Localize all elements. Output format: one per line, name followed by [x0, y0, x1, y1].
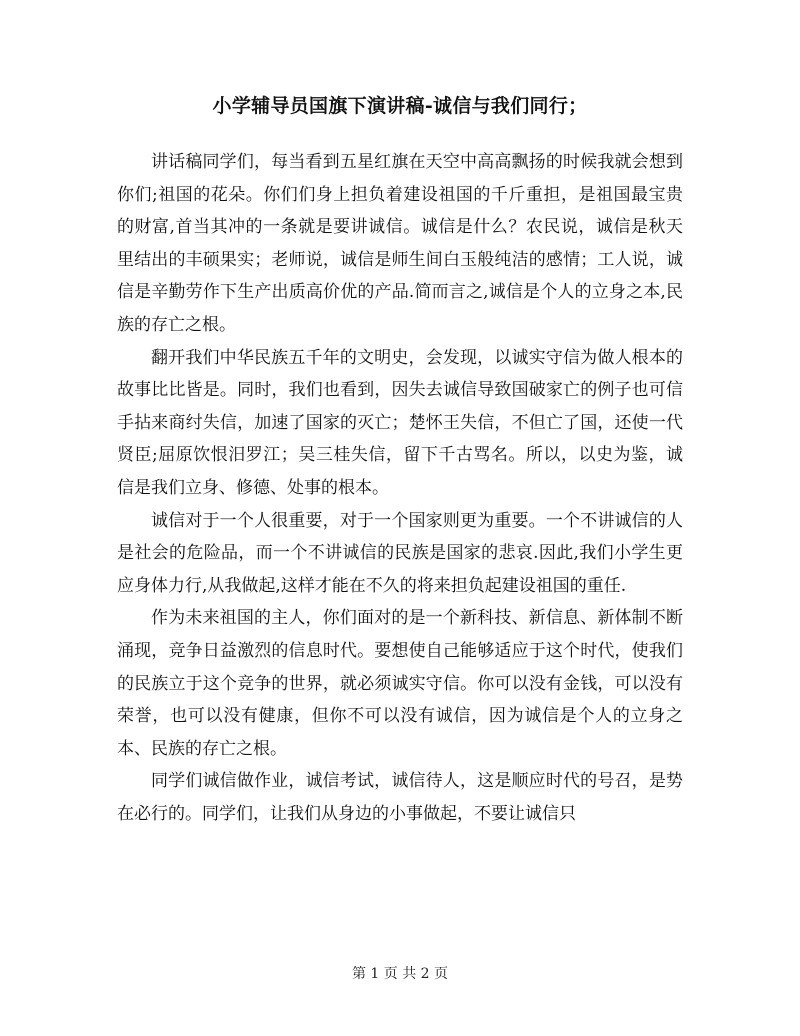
- paragraph-1: 讲话稿同学们，每当看到五星红旗在天空中高高飘扬的时候我就会想到你们;祖国的花朵。你们们身上担负着建设祖国的千斤重担，是祖国最宝贵的财富,首当其冲的一条就是要讲诚信。诚信是什么？农民说，诚信是秋天里结出的丰硕果实；老师说，诚信是师生间白玉般纯洁的感情；工人说，诚信是辛勤劳作下生产出质高价优的产品.简而言之,诚信是个人的立身之本,民族的存亡之根。: [117, 152, 683, 335]
- paragraph-3: 诚信对于一个人很重要，对于一个国家则更为重要。一个不讲诚信的人是社会的危险品，而一个不讲诚信的民族是国家的悲哀.因此,我们小学生更应身体力行,从我做起,这样才能在不久的将来担负起建设祖国的重任.: [117, 510, 683, 596]
- page-number-footer: 第 1 页 共 2 页: [351, 966, 449, 982]
- paragraph-5: 同学们诚信做作业，诚信考试，诚信待人，这是顺应时代的号召，是势在必行的。同学们，让我们从身边的小事做起，不要让诚信只: [117, 771, 683, 824]
- paragraph-4: 作为未来祖国的主人，你们面对的是一个新科技、新信息、新体制不断涌现，竞争日益激烈的信息时代。要想使自己能够适应于这个时代，使我们的民族立于这个竞争的世界，就必须诚实守信。你可以没有金钱，可以没有荣誉，也可以没有健康，但你不可以没有诚信，因为诚信是个人的立身之本、民族的存亡之根。: [117, 608, 683, 759]
- paragraph-2: 翻开我们中华民族五千年的文明史，会发现，以诚实守信为做人根本的故事比比皆是。同时，我们也看到，因失去诚信导致国破家亡的例子也可信手拈来商纣失信，加速了国家的灭亡；楚怀王失信，不但亡了国，还使一代贤臣;屈原饮恨汨罗江；吴三桂失信，留下千古骂名。所以，以史为鉴，诚信是我们立身、修德、处事的根本。: [117, 347, 683, 498]
- document-body: [117, 146, 683, 830]
- document-title: 小学辅导员国旗下演讲稿-诚信与我们同行；: [212, 95, 588, 117]
